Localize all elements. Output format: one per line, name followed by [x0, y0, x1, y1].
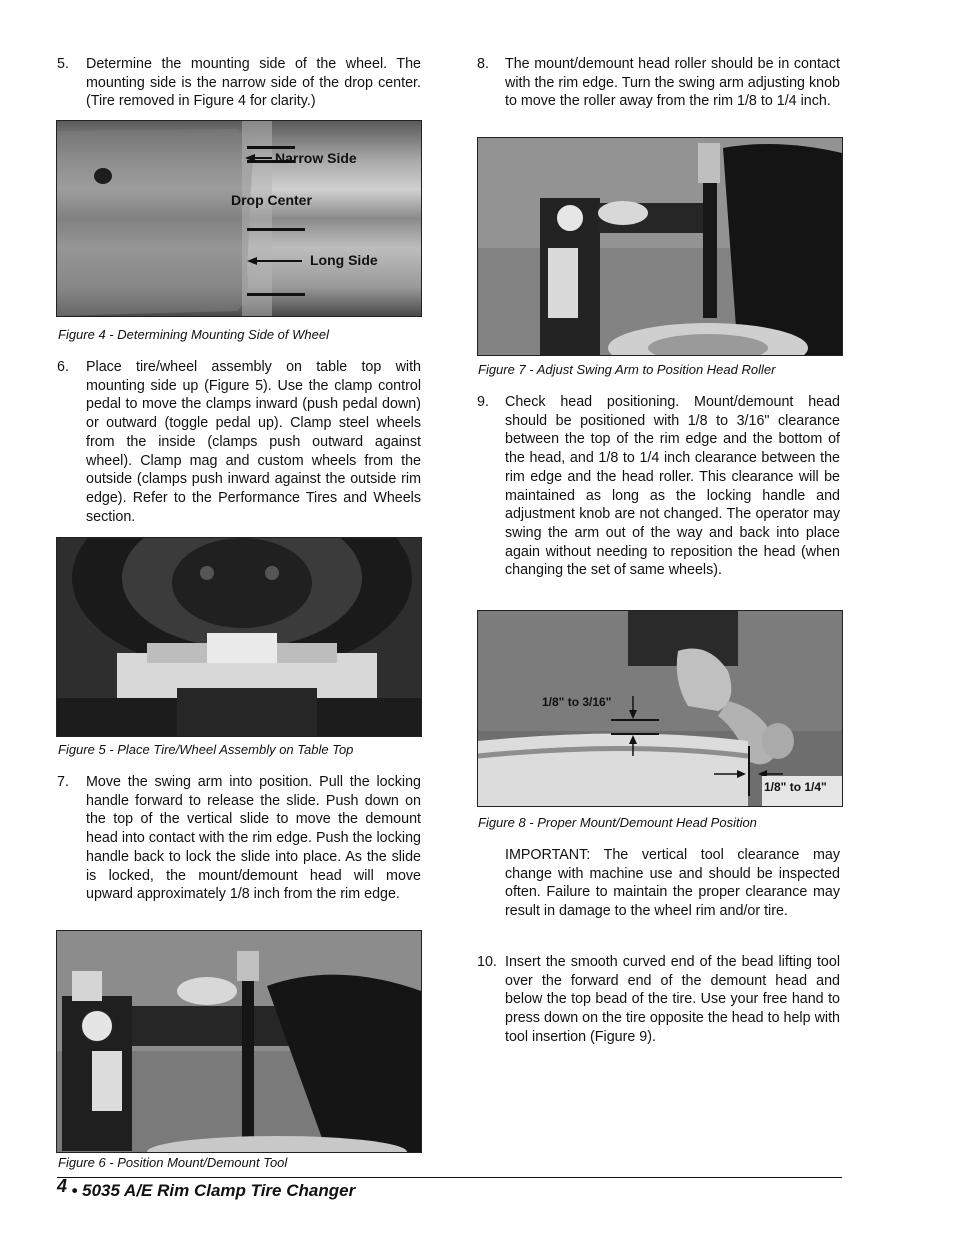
mount-demount-tool-photo: [57, 931, 421, 1152]
figure-7-caption: Figure 7 - Adjust Swing Arm to Position Head Roller: [478, 362, 776, 377]
step-number: 10.: [477, 954, 497, 970]
figure-5-image: [56, 537, 422, 737]
figure-6-image: [56, 930, 422, 1153]
step-text: Check head positioning. Mount/demount head should be positioned with 1/8 to 3/16" clearance between the top of the rim edge and the bottom of the head, and 1/8 to 1/4 inch clearance between the rim edge and the head roller. This clearance will be maintained as long as the locking handle and adjustment knob are not changed. The operator may swing the arm out of the way and back into place again without needing to reposition the head (when changing the set of same wheels).: [505, 394, 840, 579]
figure-8-caption: Figure 8 - Proper Mount/Demount Head Position: [478, 815, 757, 830]
wheel-rim-photo: [57, 121, 421, 316]
step-number: 7.: [57, 774, 69, 790]
step-number: 8.: [477, 56, 489, 72]
figure-7-image: [477, 137, 843, 356]
figure-6-caption: Figure 6 - Position Mount/Demount Tool: [58, 1155, 288, 1170]
drop-center-label: Drop Center: [231, 192, 312, 208]
important-note: IMPORTANT: The vertical tool clearance may change with machine use and should be inspected often. Failure to maintain the proper clearance may result in damage to the wheel rim and/or tire.: [505, 847, 840, 920]
tire-on-table-photo: [57, 538, 421, 736]
step-text: Place tire/wheel assembly on table top with mounting side up (Figure 5). Use the clamp control pedal to move the clamps inward (push pedal down) or outward (toggle pedal up). Clamp steel wheels from the inside (clamps push outward against wheel). Clamp mag and custom wheels from the outside (clamps push inward against the outside rim edge). Refer to the Performance Tires and Wheels section.: [86, 359, 421, 525]
footer-rule: [57, 1177, 842, 1178]
step-number: 6.: [57, 359, 69, 375]
long-side-label: Long Side: [310, 252, 378, 268]
figure-4-image: [56, 120, 422, 317]
step-text: Determine the mounting side of the wheel. The mounting side is the narrow side of the drop center. (Tire removed in Figure 4 for clarity.): [86, 56, 421, 110]
step-number: 9.: [477, 394, 489, 410]
swing-arm-photo: [478, 138, 842, 355]
manual-title: • 5035 A/E Rim Clamp Tire Changer: [71, 1181, 356, 1200]
figure-8-image: [477, 610, 843, 807]
figure-5-caption: Figure 5 - Place Tire/Wheel Assembly on Table Top: [58, 742, 354, 757]
head-clearance-photo: [478, 611, 842, 806]
page-number: 4: [57, 1176, 68, 1196]
side-clearance-label: 1/8" to 1/4": [764, 780, 827, 794]
step-text: Move the swing arm into position. Pull the locking handle forward to release the slide. Push down on the top of the vertical slide to move the demount head into contact with the rim edge. Push the locking handle back to lock the slide into place. As the slide is locked, the mount/demount head will move upward approximately 1/8 inch from the rim edge.: [86, 774, 421, 903]
figure-4-caption: Figure 4 - Determining Mounting Side of Wheel: [58, 327, 329, 342]
step-number: 5.: [57, 56, 69, 72]
narrow-side-label: Narrow Side: [275, 150, 357, 166]
top-clearance-label: 1/8" to 3/16": [542, 695, 612, 709]
page-footer: [57, 1176, 356, 1201]
step-text: The mount/demount head roller should be in contact with the rim edge. Turn the swing arm adjusting knob to move the roller away from the rim 1/8 to 1/4 inch.: [505, 56, 840, 110]
step-text: Insert the smooth curved end of the bead lifting tool over the forward end of the demount head and below the top bead of the tire. Use your free hand to press down on the tire opposite the head to help with tool insertion (Figure 9).: [505, 954, 840, 1045]
